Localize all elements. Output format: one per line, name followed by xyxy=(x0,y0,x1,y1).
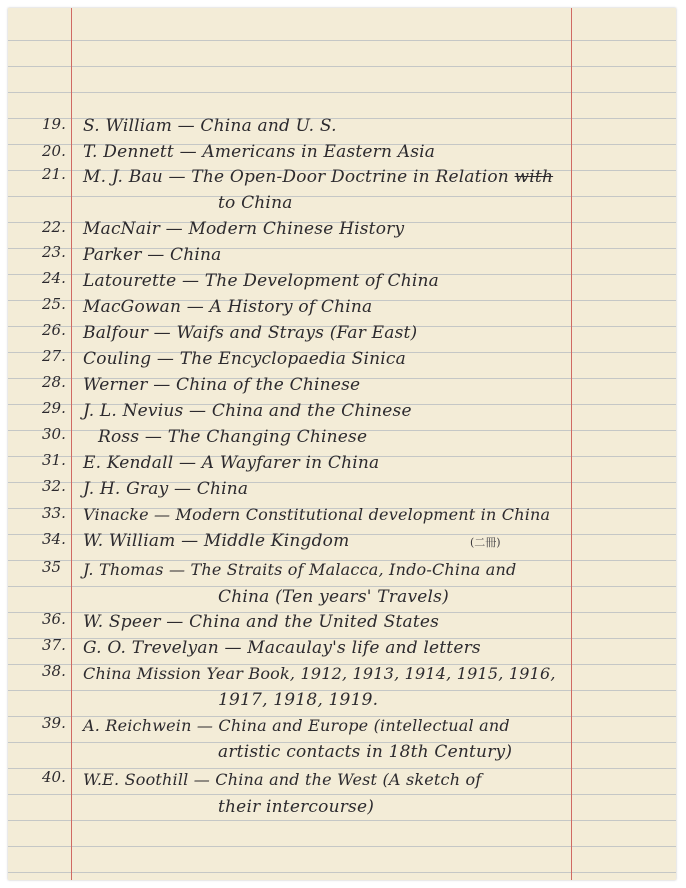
entry-text: E. Kendall — A Wayfarer in China xyxy=(83,453,380,473)
entry-text: J. H. Gray — China xyxy=(83,479,249,499)
entry-number: 26. xyxy=(42,321,66,339)
entry-number: 23. xyxy=(42,243,66,261)
entry-text: W. William — Middle Kingdom xyxy=(83,531,350,551)
entry-continuation: their intercourse) xyxy=(218,797,375,817)
entry-number: 28. xyxy=(42,373,66,391)
entry-text: Latourette — The Development of China xyxy=(83,271,439,291)
entry-text: J. Thomas — The Straits of Malacca, Indo-China and xyxy=(83,560,517,579)
left-margin-line xyxy=(71,8,72,880)
notebook-page xyxy=(8,8,676,880)
entry-number: 29. xyxy=(42,399,66,417)
entry-number: 40. xyxy=(42,768,66,786)
entry-text: China Mission Year Book, 1912, 1913, 1914, 1915, 1916, xyxy=(83,664,556,683)
entry-continuation: China (Ten years' Travels) xyxy=(218,587,449,607)
volume-note: (二冊) xyxy=(470,536,501,549)
entry-text: Vinacke — Modern Constitutional development in China xyxy=(83,505,551,524)
entry-number: 20. xyxy=(42,142,66,160)
entry-text: M. J. Bau — The Open-Door Doctrine in Relation xyxy=(83,167,509,187)
entry-number: 31. xyxy=(42,451,66,469)
entry-number: 34. xyxy=(42,530,66,548)
entry-text: J. L. Nevius — China and the Chinese xyxy=(83,401,412,421)
entry-continuation: 1917, 1918, 1919. xyxy=(218,690,379,710)
entry-text: S. William — China and U. S. xyxy=(83,116,337,136)
entry-text: Parker — China xyxy=(83,245,222,265)
entry-text: T. Dennett — Americans in Eastern Asia xyxy=(83,142,436,162)
entry-text: MacGowan — A History of China xyxy=(83,297,373,317)
entry-number: 25. xyxy=(42,295,66,313)
entry-number: 37. xyxy=(42,636,66,654)
entry-text: W. Speer — China and the United States xyxy=(83,612,440,632)
entry-number: 27. xyxy=(42,347,66,365)
entry-text: MacNair — Modern Chinese History xyxy=(83,219,405,239)
entry-text: A. Reichwein — China and Europe (intellectual and xyxy=(83,716,510,735)
entry-continuation: to China xyxy=(218,193,293,213)
entry-number: 21. xyxy=(42,165,66,183)
entry-text: G. O. Trevelyan — Macaulay's life and letters xyxy=(83,638,481,658)
entry-text: Balfour — Waifs and Strays (Far East) xyxy=(83,323,418,343)
entry-continuation: artistic contacts in 18th Century) xyxy=(218,742,513,762)
entry-text: W.E. Soothill — China and the West (A sketch of xyxy=(83,770,482,789)
entry-number: 39. xyxy=(42,714,66,732)
entry-number: 22. xyxy=(42,218,66,236)
entry-number: 30. xyxy=(42,425,66,443)
entry-number: 19. xyxy=(42,115,66,133)
entry-number: 36. xyxy=(42,610,66,628)
entry-text: Ross — The Changing Chinese xyxy=(98,427,368,447)
entry-number: 38. xyxy=(42,662,66,680)
entry-number: 24. xyxy=(42,269,66,287)
entry-text: Werner — China of the Chinese xyxy=(83,375,361,395)
entry-number: 33. xyxy=(42,504,66,522)
struck-word: with xyxy=(514,167,554,187)
entry-text-line xyxy=(83,167,668,187)
entry-number: 35 xyxy=(42,558,62,576)
entry-text: Couling — The Encyclopaedia Sinica xyxy=(83,349,406,369)
entry-number: 32. xyxy=(42,477,66,495)
